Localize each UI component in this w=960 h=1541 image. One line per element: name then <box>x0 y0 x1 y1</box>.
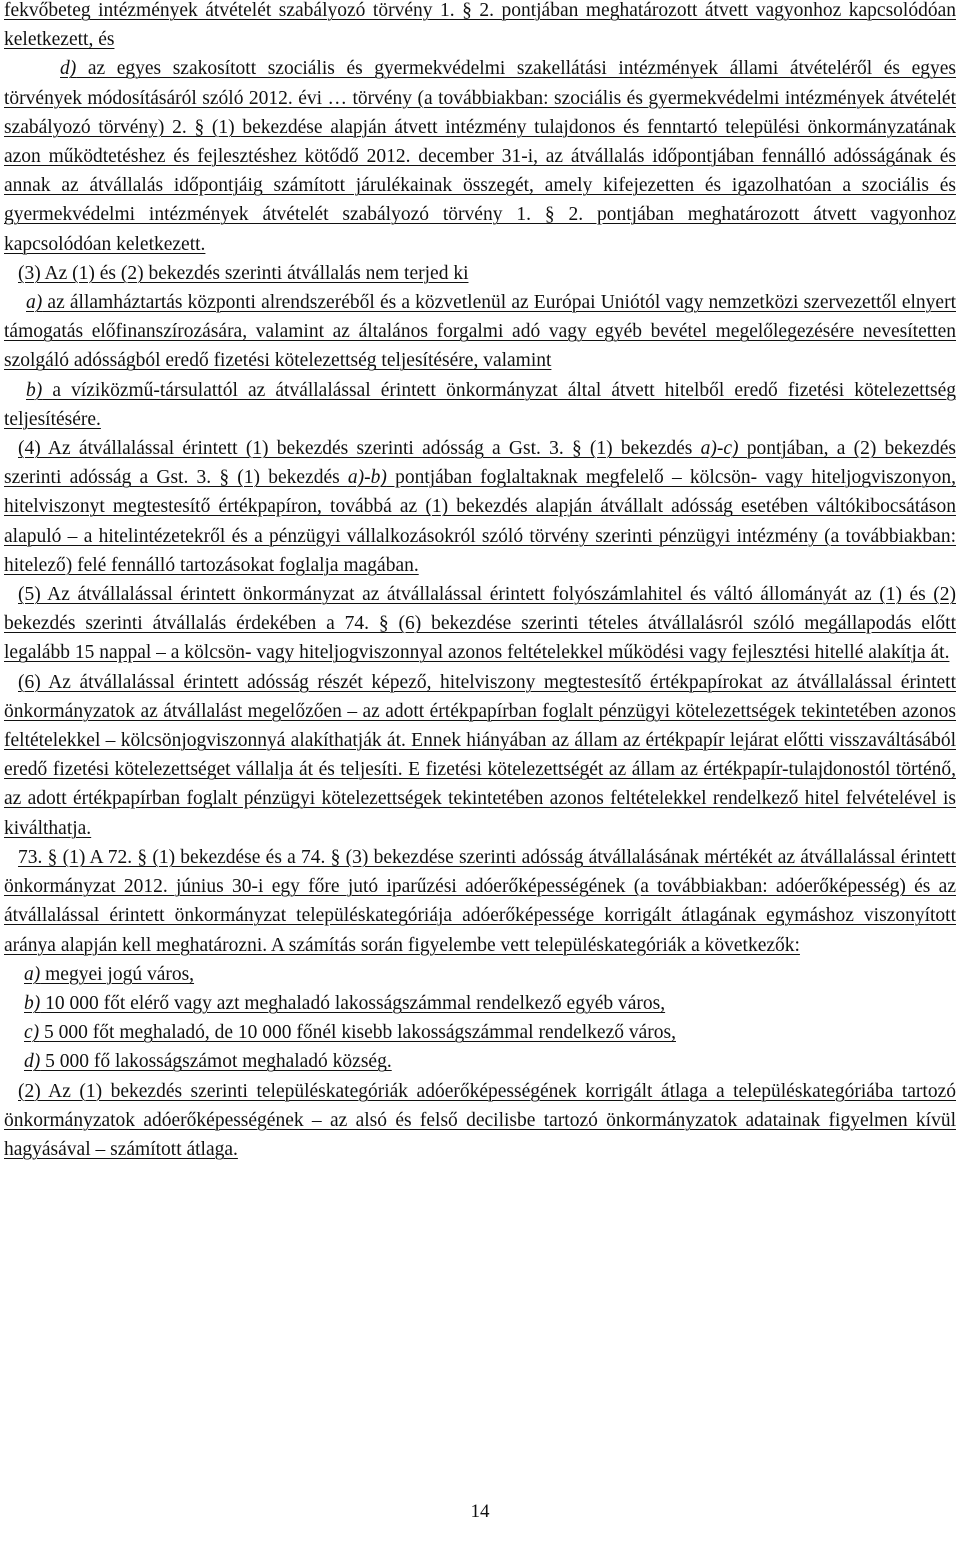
item-marker: b) <box>26 379 43 401</box>
page-number: 14 <box>470 1501 490 1522</box>
text-segment: (5) Az átvállalással érintett önkormányzat az átvállalással érintett folyószámlahitel és váltó állományát az (1) és (2) bekezdés szerinti átvállalás érdekében a 74. § (6) bekezdése szerinti tételes átvállalásról szóló megállapodás előtt legalább 15 nappal – a kölcsön- vagy hiteljogviszonnyal azonos feltételekkel működési vagy fejlesztési hitellé alakítja át. <box>4 584 956 664</box>
item-marker: d) <box>60 58 77 80</box>
item-reference: a)-b) <box>347 467 387 489</box>
text-segment: (4) Az átvállalással érintett (1) bekezdés szerinti adósság a Gst. 3. § (1) bekezdés <box>18 438 701 460</box>
paragraph-5 <box>4 580 956 668</box>
list-item-b <box>4 376 956 434</box>
text-segment: fekvőbeteg intézmények átvételét szabályozó törvény 1. § 2. pontjában meghatározott átvett vagyonhoz kapcsolódóan keletkezett, és <box>4 0 956 51</box>
category-a <box>4 960 956 989</box>
section-73-paragraph-2 <box>4 1077 956 1165</box>
item-marker: b) <box>24 992 41 1014</box>
text-segment: megyei jogú város, <box>40 963 195 985</box>
document-body <box>4 0 956 1164</box>
list-item-a <box>4 288 956 376</box>
text-segment: 5 000 főt meghaladó, de 10 000 főnél kisebb lakosságszámmal rendelkező város, <box>39 1022 676 1044</box>
text-segment: (6) Az átvállalással érintett adósság részét képező, hitelviszony megtestesítő értékpapírokat az átvállalással érintett önkormányzatok az átvállalást megelőzően – az adott értékpapírban foglalt pénzügyi kötelezettségek tekintetében azonos feltételekkel – kölcsönjogviszonnyá alakíthatják át. Ennek hiányában az állam az értékpapír lejárat előtti visszaváltásából eredő fizetési kötelezettséget vállalja át és teljesíti. E fizetési kötelezettségét az állam az értékpapír-tulajdonostól történő, az adott értékpapírban foglalt pénzügyi kötelezettségek tekintetében azonos feltételekkel rendelkező hitel felvételével is kiválthatja. <box>4 671 956 839</box>
text-segment: (2) Az (1) bekezdés szerinti településkategóriák adóerőképességének korrigált átlaga a településkategóriába tartozó önkormányzatok adóerőképességének – az alsó és felső decilisbe tartozó önkormányzatok adatainak figyelmen kívül hagyásával – számított átlaga. <box>4 1080 956 1160</box>
text-segment: (3) Az (1) és (2) bekezdés szerinti átvállalás nem terjed ki <box>18 262 469 284</box>
item-marker: d) <box>24 1051 41 1073</box>
category-c <box>4 1018 956 1047</box>
list-item-d <box>4 54 956 258</box>
text-segment: 5 000 fő lakosságszámot meghaladó község. <box>40 1051 392 1073</box>
text-segment: pontjában foglaltaknak megfelelő – kölcsön- vagy hiteljogviszonyon, hitelviszonyt megtestesítő értékpapíron, továbbá az (1) bekezdés alapján átvállalt adósság esetében váltókibocsátáson alapuló – a hitelintézetekről és a pénzügyi vállalkozásokról szóló törvény szerinti pénzügyi intézmény (a továbbiakban: hitelező) felé fennálló tartozásokat foglalja magában. <box>4 467 956 576</box>
text-segment: az egyes szakosított szociális és gyermekvédelmi szakellátási intézmények állami átvételéről és egyes törvények módosításáról szóló 2012. évi … törvény (a továbbiakban: szociális és gyermekvédelmi intézmények átvételét szabályozó törvény) 2. § (1) bekezdése alapján átvett intézmény tulajdonos és fenntartó települési önkormányzatának azon működtetéshez és fejlesztéshez kötődő 2012. december 31-i, az átvállalás időpontjában fennálló adósságának és annak az átvállalás időpontjáig számított járulékainak összegét, amely kifejezetten és igazolhatóan a szociális és gyermekvédelmi intézmények átvételét szabályozó törvény 1. § 2. pontjában meghatározott átvett vagyonhoz kapcsolódóan keletkezett. <box>4 58 956 255</box>
paragraph-6 <box>4 668 956 843</box>
text-segment: pontjában, a (2) bekezdés szerinti adósság a Gst. 3. § (1) bekezdés <box>4 438 957 489</box>
category-b <box>4 989 956 1018</box>
section-73-paragraph-1 <box>4 843 956 960</box>
item-marker: a) <box>26 292 43 314</box>
item-reference: a)-c) <box>700 438 739 460</box>
text-segment: a víziközmű-társulattól az átvállalással érintett önkormányzat által átvett hitelből eredő fizetési kötelezettség teljesítésére. <box>4 379 956 430</box>
text-segment: az államháztartás központi alrendszeréből és a közvetlenül az Európai Uniótól vagy nemzetközi szervezettől elnyert támogatás előfinanszírozására, valamint az általános forgalmi adó vagy egyéb bevétel megelőlegezésére nevesítetten szolgáló adósságból eredő fizetési kötelezettség teljesítésére, valamint <box>4 292 956 372</box>
category-d <box>4 1047 956 1076</box>
text-segment: 10 000 főt elérő vagy azt meghaladó lakosságszámmal rendelkező egyéb város, <box>40 992 666 1014</box>
paragraph-continuation <box>4 0 956 54</box>
item-marker: a) <box>24 963 41 985</box>
paragraph-4 <box>4 434 956 580</box>
item-marker: c) <box>24 1022 40 1044</box>
text-segment: 73. § (1) A 72. § (1) bekezdése és a 74. § (3) bekezdése szerinti adósság átvállalásának mértékét az átvállalással érintett önkormányzat 2012. június 30-i egy főre jutó iparűzési adóerőképességének (a továbbiakban: adóerőképesség) és az átvállalással érintett önkormányzat településkategóriája adóerőképessége korrigált átlagának egymáshoz viszonyított aránya alapján kell meghatározni. A számítás során figyelembe vett településkategóriák a következők: <box>4 846 956 956</box>
paragraph-3 <box>4 259 956 288</box>
